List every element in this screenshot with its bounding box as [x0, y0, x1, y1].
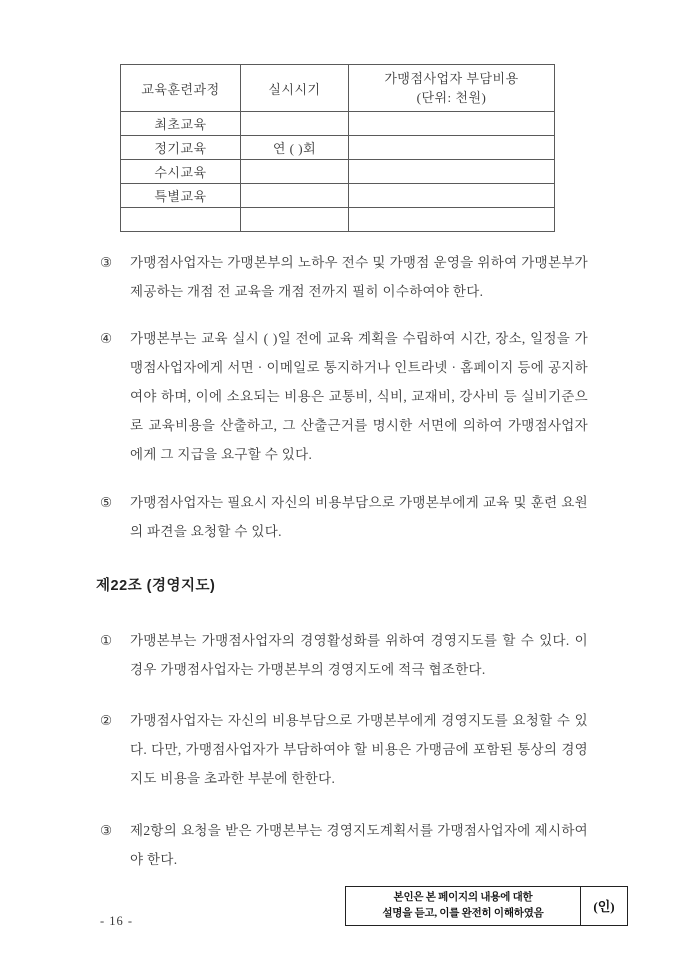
cell-timing [241, 208, 349, 232]
header-cost-line2: (단위: 천원) [416, 90, 487, 105]
table-header-row [121, 65, 555, 112]
stamp-statement [346, 887, 580, 925]
clause-text: 가맹본부는 가맹점사업자의 경영활성화를 위하여 경영지도를 할 수 있다. 이 경우 가맹점사업자는 가맹본부의 경영지도에 적극 협조한다. [130, 633, 588, 677]
cell-cost [349, 136, 555, 160]
table-row [121, 184, 555, 208]
seal-mark: (인) [580, 887, 627, 925]
clause-number: ① [100, 633, 113, 648]
table-row [121, 208, 555, 232]
clause-text: 가맹점사업자는 자신의 비용부담으로 가맹본부에게 경영지도를 요청할 수 있다. 다만, 가맹점사업자가 부담하여야 할 비용은 가맹금에 포함된 통상의 경영지도 비용을 초과한 부분에 한한다. [130, 713, 588, 786]
section-heading: 제22조 (경영지도) [96, 578, 216, 594]
paragraph-sec-clause-2 [100, 706, 588, 793]
header-cost [349, 65, 555, 112]
clause-number: ③ [100, 823, 113, 838]
stamp-box [345, 886, 628, 926]
header-course: 교육훈련과정 [121, 65, 241, 112]
paragraph-sec-clause-1 [100, 626, 588, 684]
paragraph-clause-4 [100, 324, 588, 469]
cell-timing [241, 112, 349, 136]
clause-text: 제2항의 요청을 받은 가맹본부는 경영지도계획서를 가맹점사업자에 제시하여야 한다. [130, 823, 588, 867]
cell-course: 수시교육 [121, 160, 241, 184]
cell-timing [241, 184, 349, 208]
training-table-wrap [120, 64, 555, 232]
cell-course: 정기교육 [121, 136, 241, 160]
cell-course: 최초교육 [121, 112, 241, 136]
clause-number: ⑤ [100, 495, 113, 510]
cell-timing: 연 ( )회 [241, 136, 349, 160]
clause-text: 가맹점사업자는 필요시 자신의 비용부담으로 가맹본부에게 교육 및 훈련 요원의 파견을 요청할 수 있다. [130, 495, 588, 539]
paragraph-sec-clause-3 [100, 816, 588, 874]
paragraph-clause-5 [100, 488, 588, 546]
cell-cost [349, 160, 555, 184]
cell-timing [241, 160, 349, 184]
header-cost-line1: 가맹점사업자 부담비용 [384, 70, 519, 86]
table-row [121, 160, 555, 184]
clause-text: 가맹점사업자는 가맹본부의 노하우 전수 및 가맹점 운영을 위하여 가맹본부가 제공하는 개점 전 교육을 개점 전까지 필히 이수하여야 한다. [130, 255, 588, 299]
cell-course: 특별교육 [121, 184, 241, 208]
cell-cost [349, 112, 555, 136]
table-row [121, 112, 555, 136]
cell-cost [349, 184, 555, 208]
clause-text: 가맹본부는 교육 실시 ( )일 전에 교육 계획을 수립하여 시간, 장소, 일정을 가맹점사업자에게 서면 · 이메일로 통지하거나 인트라넷 · 홈페이지 등에 공지하여야 하며, 이에 소요되는 비용은 교통비, 식비, 교재비, 강사비 등 실비기준으로 교육비용을 산출하고, 그 산출근거를 명시한 서면에 의하여 가맹점사업자에게 그 지급을 요구할 수 있다. [130, 331, 588, 462]
table-row [121, 136, 555, 160]
clause-number: ④ [100, 331, 113, 346]
page-number: - 16 - [100, 914, 134, 928]
stamp-line2: 설명을 듣고, 이를 완전히 이해하였음 [382, 907, 544, 919]
clause-number: ② [100, 713, 113, 728]
cell-course [121, 208, 241, 232]
stamp-line1: 본인은 본 페이지의 내용에 대한 [393, 892, 533, 903]
paragraph-clause-3 [100, 248, 588, 306]
cell-cost [349, 208, 555, 232]
clause-number: ③ [100, 255, 113, 270]
header-timing: 실시시기 [241, 65, 349, 112]
training-table [120, 64, 555, 232]
